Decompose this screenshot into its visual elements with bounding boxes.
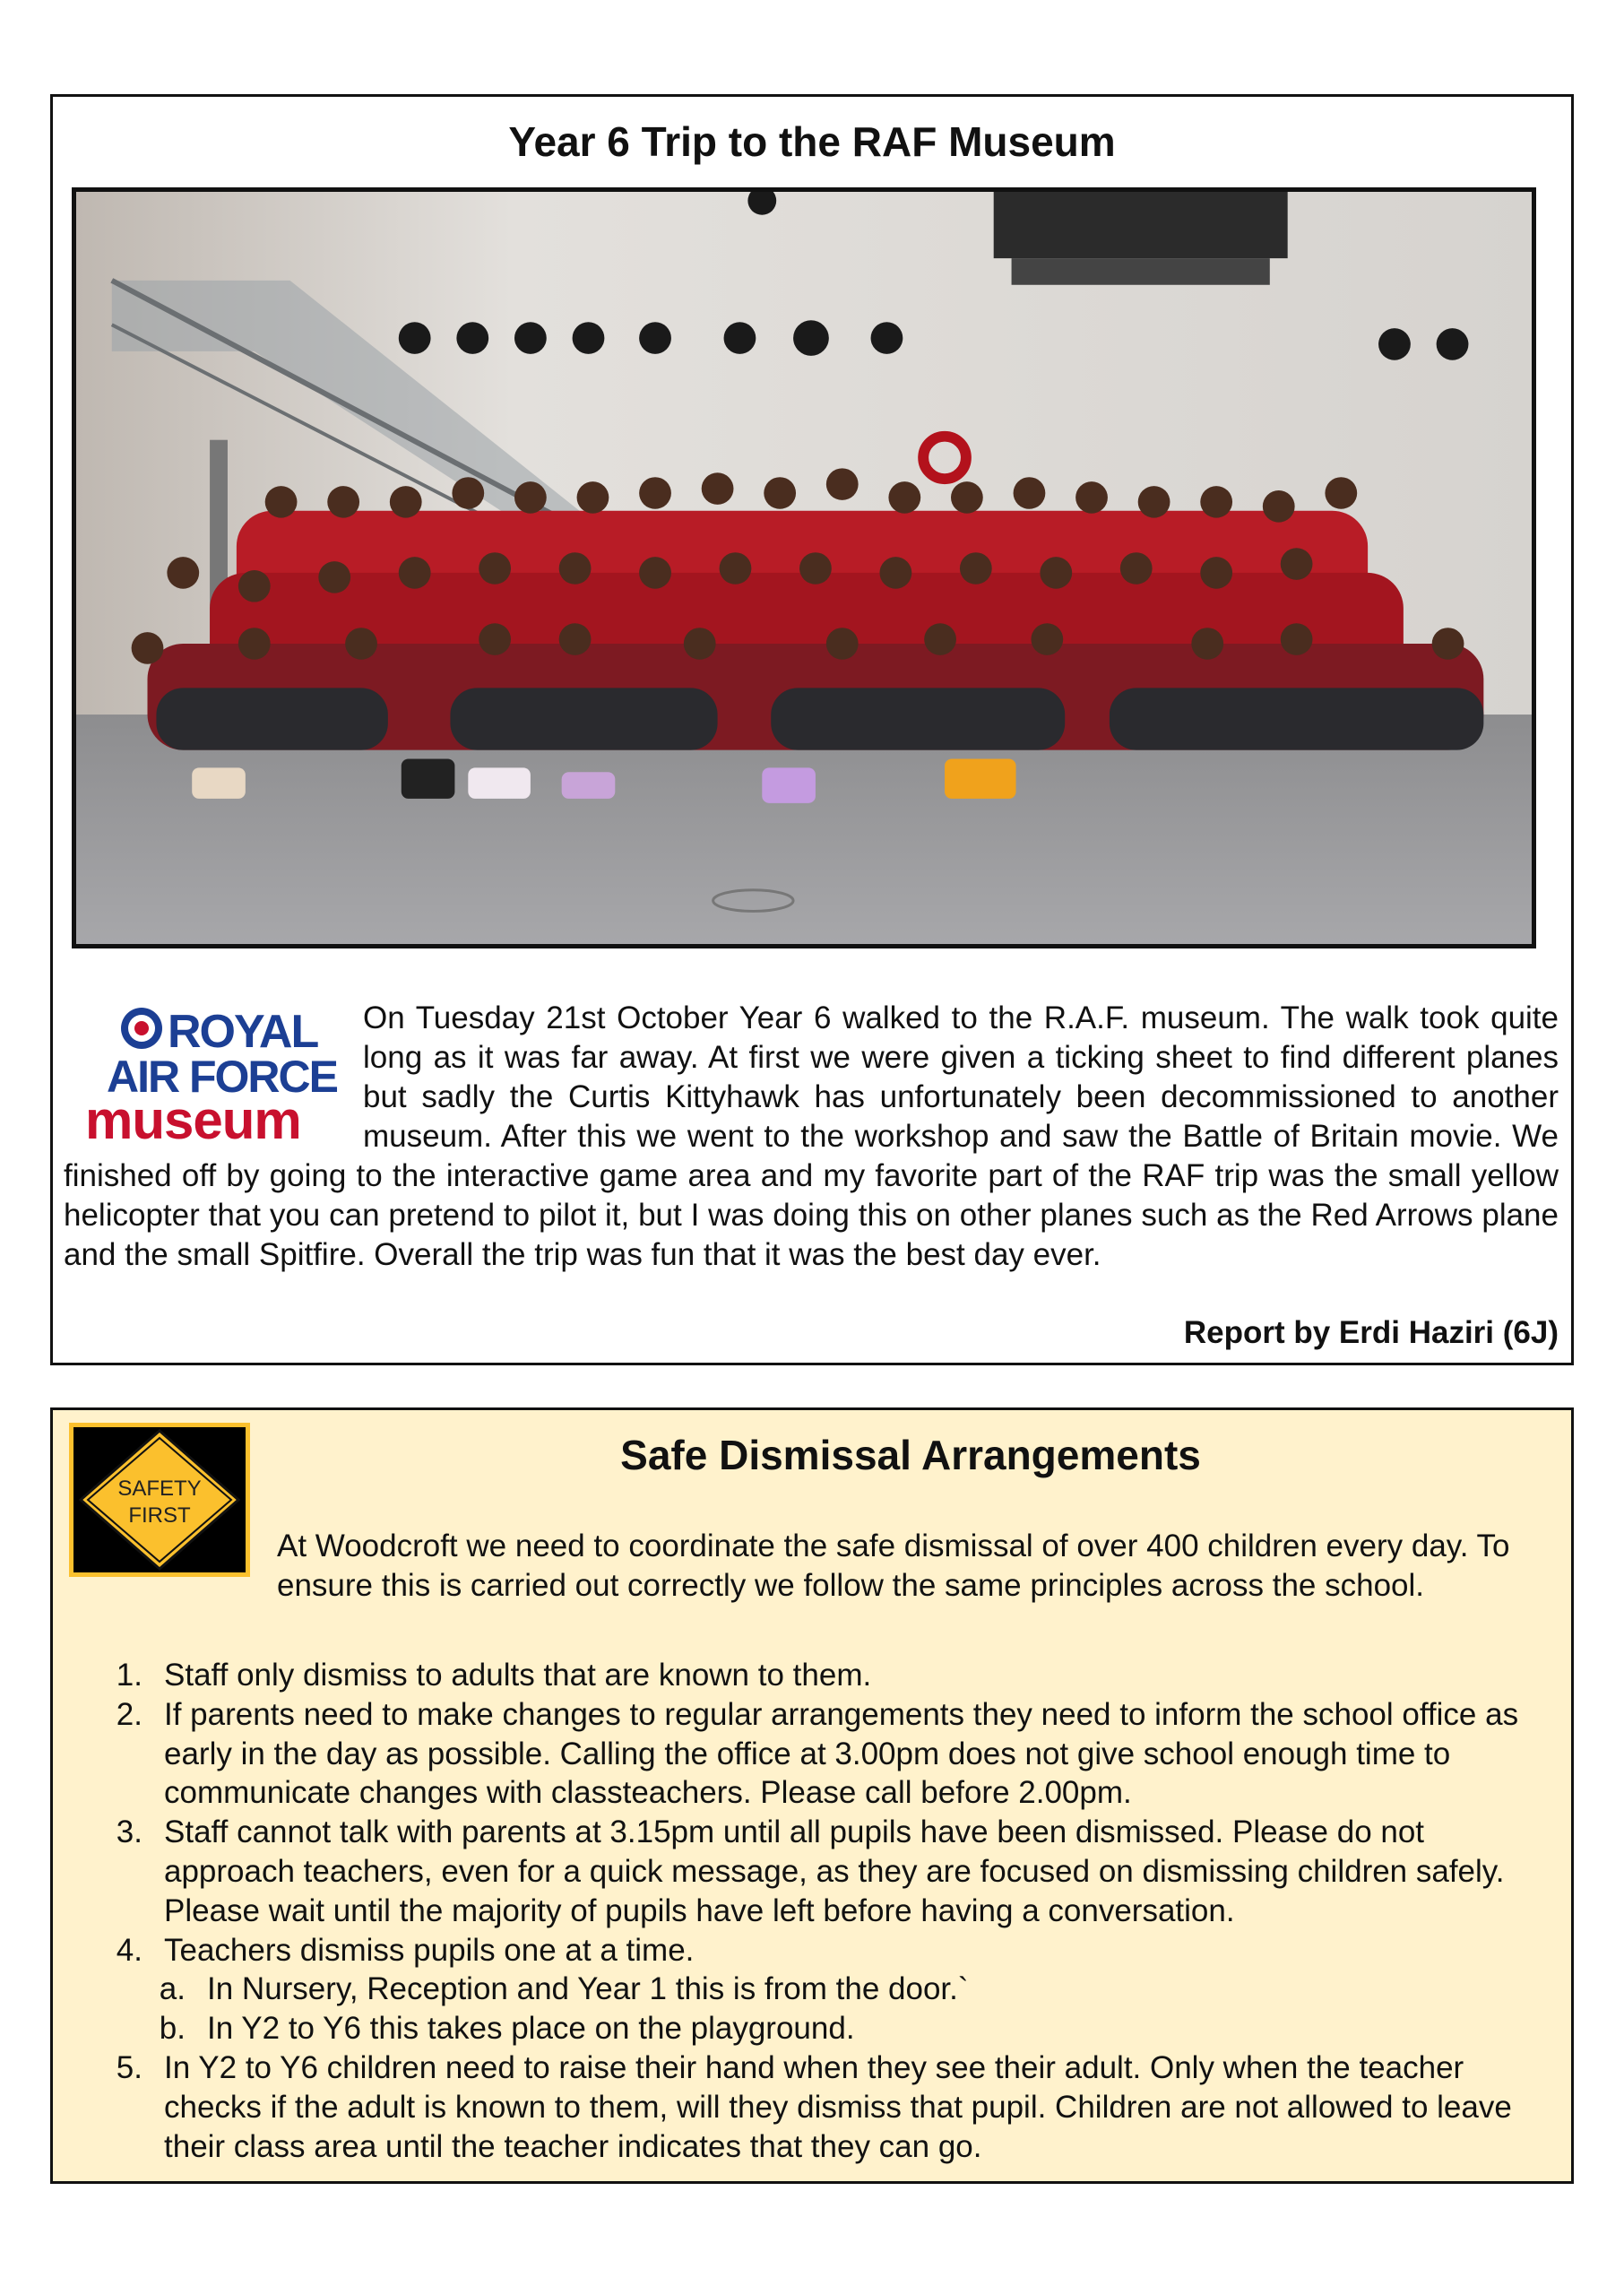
list-item <box>107 1695 1553 1813</box>
list-item <box>107 1656 1553 1695</box>
list-item-text: If parents need to make changes to regular arrangements they need to inform the school office as early in the day as possible. Calling the office at 3.00pm does not give school enough time to communicate changes with classteachers. Please call before 2.00pm. <box>164 1696 1519 1811</box>
sub-list-item-letter: b. <box>159 2011 186 2047</box>
sub-list-item <box>107 2009 1553 2048</box>
sign-line-safety: SAFETY <box>117 1477 202 1501</box>
logo-line-museum: museum <box>85 1090 301 1148</box>
class-group-photo <box>72 187 1536 948</box>
sub-list-item-letter: a. <box>159 1971 186 2007</box>
safe-dismissal-title: Safe Dismissal Arrangements <box>620 1432 1201 1478</box>
list-item <box>107 1931 1553 1970</box>
safety-first-sign-graphic <box>73 1427 246 1572</box>
photo-illustration <box>76 192 1532 944</box>
list-item-number: 3. <box>116 1814 143 1850</box>
safe-dismissal-intro: At Woodcroft we need to coordinate the safe dismissal of over 400 children every day. To ensure this is carried out correctly we follow the same principles across the school. <box>277 1529 1510 1603</box>
list-item-number: 4. <box>116 1932 143 1968</box>
dismissal-rules-list <box>107 1656 1553 2166</box>
raf-article-title: Year 6 Trip to the RAF Museum <box>508 118 1116 165</box>
list-item-text: Staff only dismiss to adults that are known to them. <box>164 1658 872 1693</box>
list-item-number: 1. <box>116 1658 143 1693</box>
raf-article-byline: Report by Erdi Haziri (6J) <box>1183 1315 1559 1350</box>
raf-article-text: On Tuesday 21st October Year 6 walked to the R.A.F. museum. The walk took quite long as it was far away. At first we were given a ticking sheet to find different planes but sadly the Curtis Kittyhawk has unfortunately been decommissioned to another museum. After this we went to the workshop and saw the Battle of Britain movie. We finished off by going to the interactive game area and my favorite part of the RAF trip was the small yellow helicopter that you can pretend to pilot it, but I was doing this on other planes such as the Red Arrows plane and the small Spitfire. Overall the trip was fun that it was the best day ever. <box>64 1000 1559 1272</box>
logo-line-royal: ROYAL <box>168 1006 318 1058</box>
sub-list-item <box>107 1970 1553 2009</box>
raf-article <box>50 94 1574 1365</box>
safe-dismissal-section <box>50 1407 1574 2184</box>
logo-line-air-force: AIR FORCE <box>107 1052 337 1102</box>
raf-article-body <box>64 999 1559 1275</box>
sub-list-item-text: In Nursery, Reception and Year 1 this is from the door.` <box>207 1971 969 2007</box>
list-item <box>107 1813 1553 1930</box>
sign-line-first: FIRST <box>128 1503 191 1528</box>
safety-first-sign <box>69 1423 250 1577</box>
list-item-text: Teachers dismiss pupils one at a time. <box>164 1932 695 1968</box>
sub-list-item-text: In Y2 to Y6 this takes place on the playground. <box>207 2011 855 2047</box>
list-item <box>107 2048 1553 2166</box>
list-item-number: 2. <box>116 1696 143 1732</box>
list-item-text: Staff cannot talk with parents at 3.15pm until all pupils have been dismissed. Please do not approach teachers, even for a quick message, as they are focused on dismissing children safely. Please wait until the majority of pupils have left before having a conversation. <box>164 1814 1505 1928</box>
list-item-text: In Y2 to Y6 children need to raise their hand when they see their adult. Only when the teacher checks if the adult is known to them, will they dismiss that pupil. Children are not allowed to leave their class area until the teacher indicates that they can go. <box>164 2049 1512 2164</box>
list-item-number: 5. <box>116 2049 143 2085</box>
